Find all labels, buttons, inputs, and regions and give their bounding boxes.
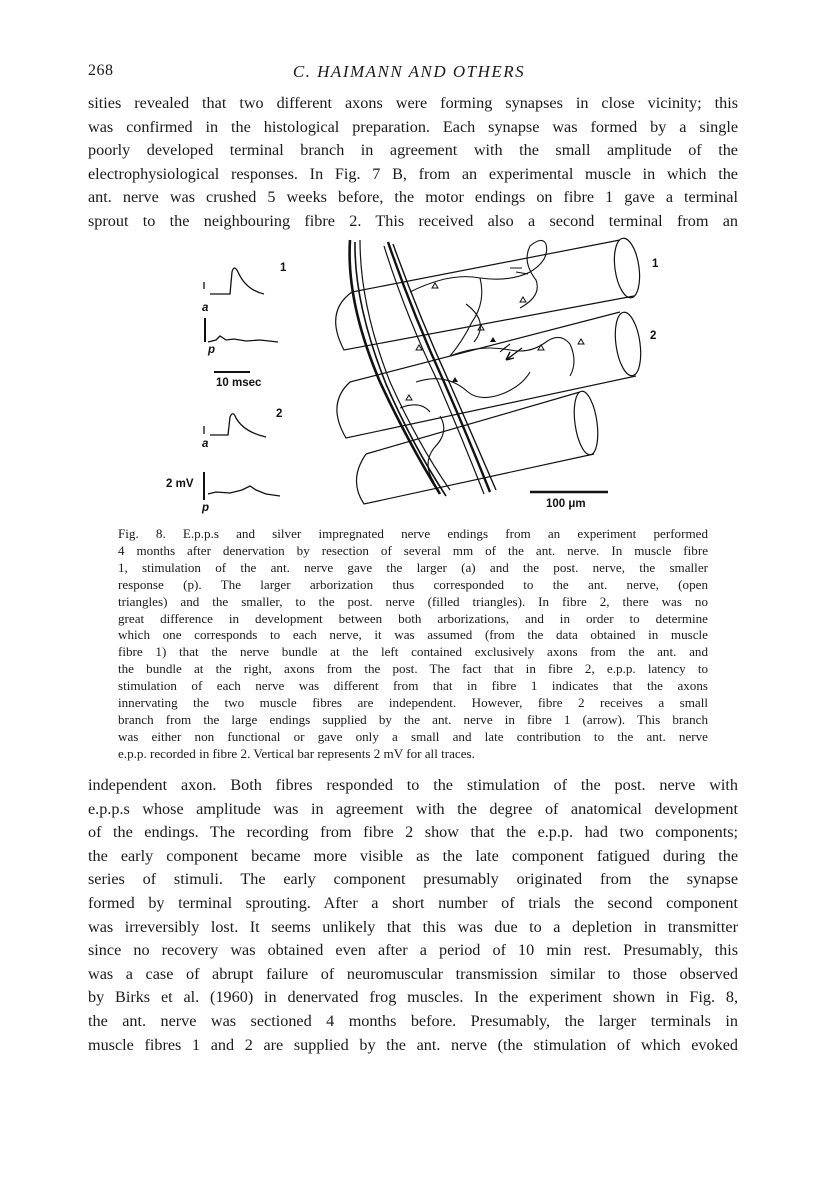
fibre-1-end [611, 237, 643, 300]
figure-caption [118, 526, 708, 763]
page-header [88, 62, 730, 86]
caption-line: 1, stimulation of the ant. nerve gave the larger (a) and the post. nerve, the smaller [118, 559, 708, 575]
text-line: sprout to the neighbouring fibre 2. This received also a second terminal from an [88, 211, 738, 230]
trace-label-fibre-2: 2 [276, 408, 283, 420]
caption-line: response (p). The larger arborization thus corresponded to the ant. nerve, (open [118, 576, 708, 592]
text-line: series of stimuli. The early component presumably originated from the synapse [88, 870, 738, 889]
caption-line: branch from the large endings supplied by the ant. nerve in fibre 1 (arrow). This branch [118, 711, 708, 727]
page-number: 268 [88, 62, 114, 79]
fibre-2-end [612, 311, 645, 378]
text-line: ant. nerve was crushed 5 weeks before, the motor endings on fibre 1 gave a terminal [88, 188, 738, 207]
text-line: by Birks et al. (1960) in denervated frog muscles. In the experiment shown in Fig. 8, [88, 988, 738, 1007]
running-head: C. HAIMANN AND OTHERS [292, 62, 526, 81]
caption-line: 4 months after denervation by resection of several mm of the ant. nerve. In muscle fibre [118, 542, 708, 558]
trace-label-a2: a [202, 438, 209, 450]
trace-p2 [208, 486, 280, 496]
paragraph-top [88, 92, 738, 234]
text-line: was a case of abrupt failure of neuromuscular transmission similar to those observed [88, 964, 738, 983]
text-line: independent axon. Both fibres responded to the stimulation of the post. nerve with [88, 776, 738, 794]
trace-label-a1: a [202, 302, 209, 314]
caption-line: innervating the two muscle fibres are independent. However, fibre 2 receives a small [118, 695, 708, 711]
muscle-fibres [336, 237, 645, 504]
fibre-1-outline [336, 240, 634, 350]
length-scale-label: 100 μm [546, 498, 586, 510]
caption-line: triangles) and the smaller, to the post. nerve (filled triangles). In fibre 2, there was no [118, 593, 708, 609]
text-line: e.p.p.s whose amplitude was in agreement with the degree of anatomical development [88, 799, 738, 818]
time-scale-label: 10 msec [216, 377, 262, 389]
paragraph-bottom [88, 774, 738, 1057]
text-line: muscle fibres 1 and 2 are supplied by the ant. nerve (the stimulation of which evoked [88, 1035, 738, 1054]
filled-triangles [452, 337, 496, 382]
text-line: of the endings. The recording from fibre 2 show that the e.p.p. had two components; [88, 823, 738, 842]
text-line: electrophysiological responses. In Fig. 7 B, from an experimental muscle in which the [88, 164, 738, 183]
caption-line: was either non functional or gave only a small and late contribution to the ant. nerve [118, 728, 708, 744]
fibre-3-end [571, 390, 602, 456]
text-line: since no recovery was obtained even after a period of 10 min rest. Presumably, this [88, 941, 738, 960]
caption-line: fibre 1) that the nerve bundle at the left contained exclusively axons from the ant. and [118, 644, 708, 660]
caption-line: Fig. 8. E.p.p.s and silver impregnated nerve endings from an experiment performed [118, 526, 708, 541]
caption-line: the bundle at the right, axons from the post. The fact that in fibre 2, e.p.p. latency to [118, 661, 708, 677]
trace-a2 [210, 414, 266, 437]
figure-8 [150, 232, 670, 522]
text-line: was confirmed in the histological preparation. Each synapse was formed by a single [88, 117, 738, 136]
fibre-label-2: 2 [650, 330, 657, 342]
caption-line: which one corresponds to each nerve, it was assumed (from the data obtained in muscle [118, 627, 708, 643]
text-line: formed by terminal sprouting. After a short number of trials the second component [88, 893, 738, 912]
text-line: the early component became more visible as the late component fatigued during the [88, 846, 738, 865]
fibre-label-1: 1 [652, 258, 659, 270]
text-line: was irreversibly lost. It seems unlikely that this was due to a depletion in transmitter [88, 917, 738, 936]
text-line: sities revealed that two different axons were forming synapses in close vicinity; this [88, 94, 738, 112]
text-line: poorly developed terminal branch in agreement with the small amplitude of the [88, 141, 738, 160]
trace-p1 [208, 336, 278, 342]
voltage-scale-label: 2 mV [166, 478, 194, 490]
trace-label-p1: p [208, 344, 216, 356]
caption-line: stimulation of each nerve was different from that in fibre 1 indicates that the axons [118, 678, 708, 694]
trace-label-fibre-1: 1 [280, 262, 287, 274]
caption-line: e.p.p. recorded in fibre 2. Vertical bar represents 2 mV for all traces. [118, 745, 475, 761]
trace-label-p2: p [202, 502, 210, 514]
trace-a1 [210, 268, 264, 294]
terminal-arborizations [400, 240, 574, 482]
text-line: the ant. nerve was sectioned 4 months before. Presumably, the larger terminals in [88, 1011, 738, 1030]
caption-line: great difference in development between both arborizations, and in order to determine [118, 610, 708, 626]
